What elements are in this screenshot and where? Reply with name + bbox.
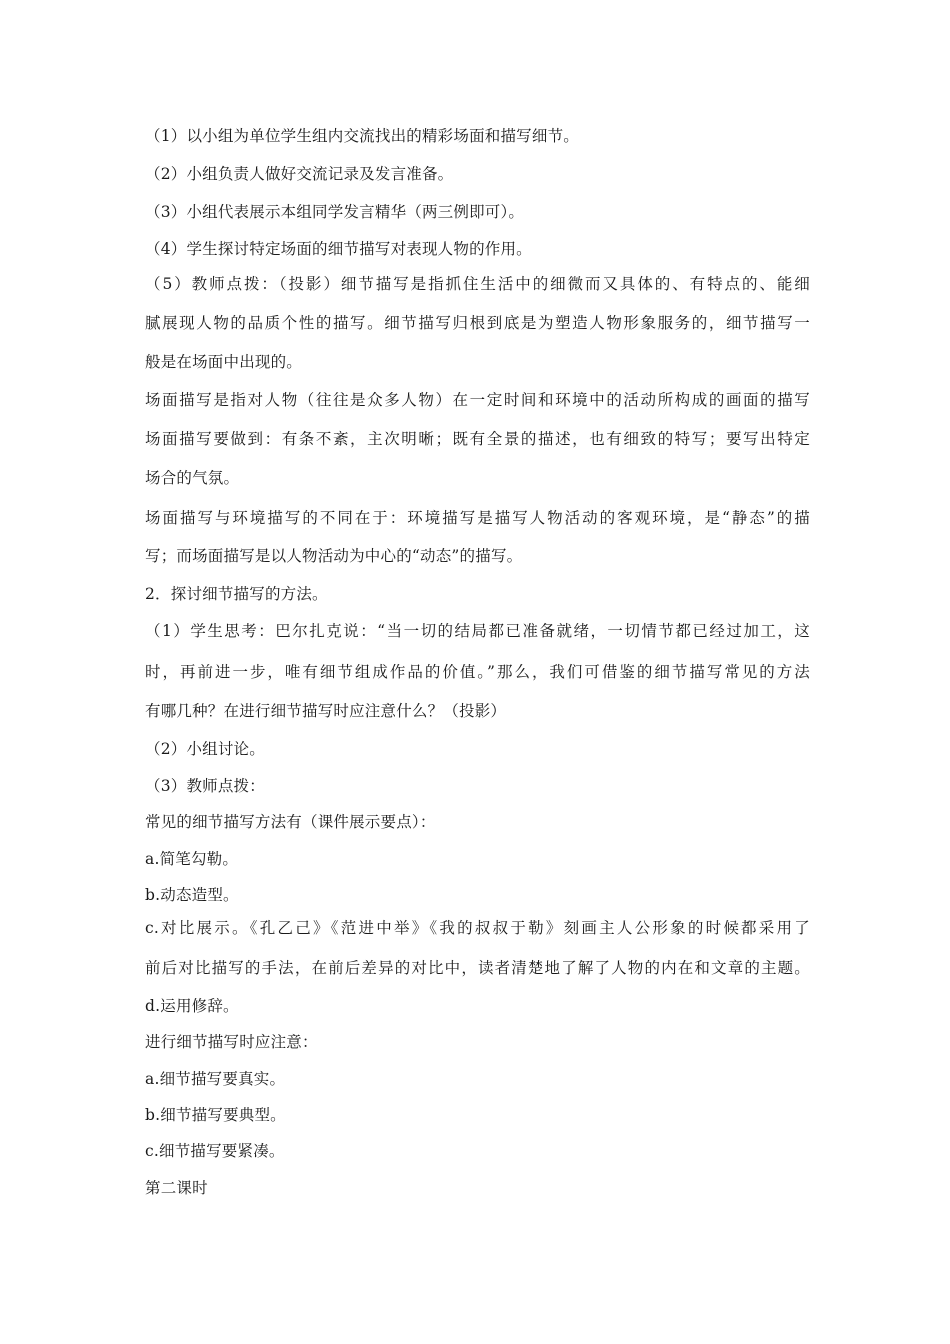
list-item: b.动态造型。: [145, 886, 239, 904]
paragraph-line: （3）小组代表展示本组同学发言精华（两三例即可）。: [145, 203, 525, 221]
paragraph-line: （2）小组负责人做好交流记录及发言准备。: [145, 165, 454, 183]
paragraph-line: 前后对比描写的手法，在前后差异的对比中，读者清楚地了解了人物的内在和文章的主题。: [145, 959, 810, 977]
paragraph-line: （3）教师点拨：: [145, 777, 265, 795]
paragraph-line: 腻展现人物的品质个性的描写。细节描写归根到底是为塑造人物形象服务的，细节描写一: [145, 314, 810, 332]
paragraph-line: 写；而场面描写是以人物活动为中心的“动态”的描写。: [145, 547, 523, 565]
section-heading: 2．探讨细节描写的方法。: [145, 585, 328, 603]
list-item: c.细节描写要紧凑。: [145, 1142, 285, 1160]
paragraph-line: 场面描写与环境描写的不同在于：环境描写是描写人物活动的客观环境，是“静态”的描: [145, 509, 810, 527]
paragraph-line: （5）教师点拨：（投影）细节描写是指抓住生活中的细微而又具体的、有特点的、能细: [145, 275, 810, 293]
paragraph-line: （1）以小组为单位学生组内交流找出的精彩场面和描写细节。: [145, 127, 579, 145]
paragraph-line: 场面描写要做到：有条不紊，主次明晰；既有全景的描述，也有细致的特写；要写出特定: [145, 430, 810, 448]
list-item: b.细节描写要典型。: [145, 1106, 286, 1124]
paragraph-line: （1）学生思考：巴尔扎克说：“当一切的结局都已准备就绪，一切情节都已经过加工，这: [145, 622, 810, 640]
list-item: c.对比展示。《孔乙己》《范进中举》《我的叔叔于勒》刻画主人公形象的时候都采用了: [145, 919, 810, 937]
paragraph-line: （4）学生探讨特定场面的细节描写对表现人物的作用。: [145, 240, 532, 258]
paragraph-line: 有哪几种？在进行细节描写时应注意什么？（投影）: [145, 702, 507, 720]
paragraph-line: 般是在场面中出现的。: [145, 353, 303, 371]
paragraph-line: 时，再前进一步，唯有细节组成作品的价值。”那么，我们可借鉴的细节描写常见的方法: [145, 663, 810, 681]
list-item: d.运用修辞。: [145, 997, 239, 1015]
paragraph-line: 常见的细节描写方法有（课件展示要点）：: [145, 813, 436, 831]
paragraph-line: 进行细节描写时应注意：: [145, 1033, 318, 1051]
paragraph-line: （2）小组讨论。: [145, 740, 265, 758]
section-heading: 第二课时: [145, 1179, 208, 1197]
paragraph-line: 场合的气氛。: [145, 469, 240, 487]
paragraph-line: 场面描写是指对人物（往往是众多人物）在一定时间和环境中的活动所构成的画面的描写: [145, 391, 810, 409]
list-item: a.细节描写要真实。: [145, 1070, 286, 1088]
list-item: a.简笔勾勒。: [145, 850, 239, 868]
